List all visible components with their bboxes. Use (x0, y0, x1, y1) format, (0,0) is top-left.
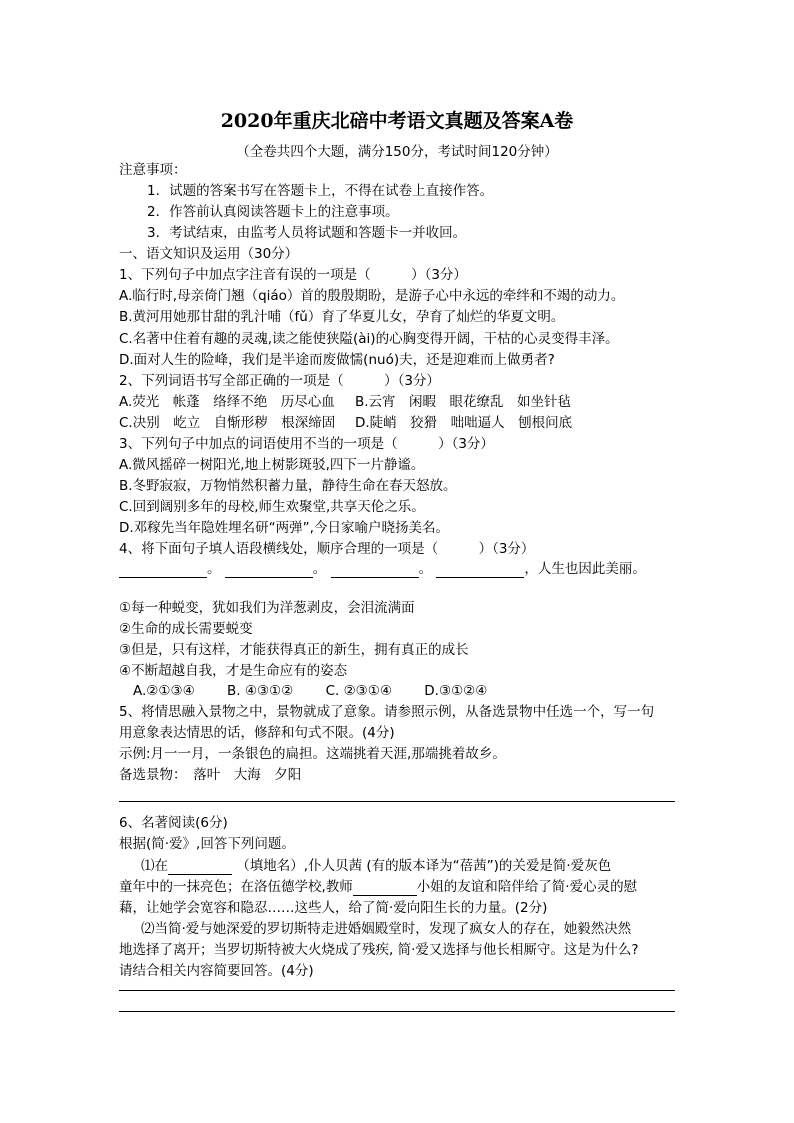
q4-sentence: ③但是，只有这样，才能获得真正的新生，拥有真正的成长 (119, 642, 469, 658)
answer-blank[interactable] (119, 563, 207, 578)
text: 童年中的一抹亮色；在洛伍德学校,教师 (119, 879, 353, 895)
page-title: 2020年重庆北碚中考语文真题及答案A卷 (220, 110, 574, 132)
q3-option-c: C.回到阔别多年的母校,师生欢聚堂,共享天伦之乐。 (119, 499, 425, 515)
q2-option-a: A.荧光 帐蓬 络绎不绝 历尽心血 (119, 394, 335, 410)
q6-part1-line3: 藉，让她学会宽容和隐忍……这些人，给了简·爱向阳生长的力量。(2分) (119, 900, 548, 916)
q4-sentence: ④不断超越自我，才是生命应有的姿态 (119, 663, 348, 679)
q3-option-a: A.微风摇碎一树阳光,地上树影斑驳,四下一片静谧。 (119, 457, 425, 473)
question-5-stem-cont: 用意象表达情思的话，修辞和句式不限。(4分) (119, 725, 395, 741)
q6-part1-line2 (119, 878, 637, 896)
answer-blank[interactable] (168, 860, 232, 875)
question-3-stem: 3、下列句子中加点的词语使用不当的一项是（ ）（3分） (119, 436, 494, 452)
q3-option-d: D.邓稼先当年隐姓埋名研“两弹”,今日家喻户晓扬美名。 (119, 520, 449, 536)
q2-option-b: B.云宵 闲暇 眼花缭乱 如坐针毡 (355, 394, 572, 410)
sentence-tail: ，人生也因此美丽。 (524, 561, 646, 577)
notice-heading: 注意事项： (119, 162, 187, 178)
q4-sentence: ②生命的成长需要蜕变 (119, 621, 253, 637)
q1-option-b: B.黄河用她那甘甜的乳汁哺（fǔ）育了华夏儿女，孕育了灿烂的华夏文明。 (119, 309, 565, 325)
q6-part2-line1: ⑵当简·爱与她深爱的罗切斯特走进婚姻殿堂时，发现了疯女人的存在，她毅然决然 (141, 921, 632, 937)
answer-line[interactable] (119, 801, 675, 802)
q4-sentence: ①每一种蜕变，犹如我们为洋葱剥皮，会泪流满面 (119, 600, 415, 616)
q4-options (133, 682, 487, 700)
q4-fill-blanks (119, 560, 646, 578)
q3-option-b: B.冬野寂寂，万物悄然积蓄力量，静待生命在春天怒放。 (119, 478, 457, 494)
q6-part2-line2: 地选择了离开；当罗切斯特被大火烧成了残疾, 简·爱又选择与他长相厮守。这是为什么? (119, 942, 639, 958)
answer-blank[interactable] (353, 881, 417, 896)
notice-item: 1．试题的答案书写在答题卡上，不得在试卷上直接作答。 (147, 183, 494, 199)
q6-intro: 根据(简·爱》,回答下列问题。 (119, 836, 295, 852)
answer-blank[interactable] (331, 563, 419, 578)
separator: 。 (207, 561, 221, 577)
q5-example: 示例:月一一月，一条银色的扁担。这端挑着天涯,那端挑着故乡。 (119, 746, 506, 762)
q1-option-c: C.名著中住着有趣的灵魂,读之能使狭隘(ài)的心胸变得开阔，干枯的心灵变得丰泽。 (119, 331, 619, 347)
q2-option-d: D.陡峭 狡猾 咄咄逼人 刨根问底 (355, 415, 573, 431)
q5-candidates: 备选景物： 落叶 大海 夕阳 (119, 767, 302, 783)
question-2-stem: 2、下列词语书写全部正确的一项是（ ）（3分） (119, 373, 440, 389)
text: 小姐的友谊和陪伴给了简·爱心灵的慰 (416, 879, 638, 895)
q6-part2-line3: 请结合相关内容简要回答。(4分) (119, 963, 314, 979)
q4-option-c: C. ②③①④ (325, 683, 392, 699)
question-5-stem: 5、将情思融入景物之中，景物就成了意象。请参照示例，从备选景物中任选一个，写一句 (119, 704, 655, 720)
text: （填地名）,仆人贝茜 (有的版本译为“蓓茜”)的关爱是简·爱灰色 (236, 858, 612, 874)
q1-option-d: D.面对人生的险峰，我们是半途而废做懦(nuó)夫，还是迎难而上做勇者? (119, 352, 555, 368)
q4-option-b: B. ④③①② (227, 683, 294, 699)
question-4-stem: 4、将下面句子填人语段横线处，顺序合理的一项是（ ）（3分） (119, 541, 535, 557)
separator: 。 (418, 561, 433, 577)
notice-item: 2．作答前认真阅读答题卡上的注意事项。 (147, 204, 399, 220)
notice-item: 3．考试结束，由监考人员将试题和答题卡一并收回。 (147, 225, 467, 241)
question-6-stem: 6、名著阅读(6分) (119, 815, 228, 831)
separator: 。 (312, 561, 327, 577)
section-heading: 一、语文知识及运用（30分） (119, 246, 299, 262)
answer-blank[interactable] (225, 563, 313, 578)
answer-line[interactable] (119, 990, 675, 991)
q6-part1-line1 (141, 857, 611, 875)
q4-option-d: D.③①②④ (424, 683, 488, 699)
q1-option-a: A.临行时,母亲倚门翘（qiáo）首的殷殷期盼，是游子心中永远的牵绊和不竭的动力。 (119, 288, 625, 304)
q4-option-a: A.②①③④ (133, 683, 195, 699)
exam-info: （全卷共四个大题，满分150分，考试时间120分钟） (236, 144, 558, 160)
question-1-stem: 1、下列句子中加点字注音有误的一项是（ ）（3分） (119, 267, 467, 283)
answer-blank[interactable] (436, 563, 524, 578)
answer-line[interactable] (119, 1011, 675, 1012)
text: ⑴在 (141, 858, 168, 874)
q2-option-c: C.决别 屹立 自惭形秽 根深缔固 (119, 415, 336, 431)
